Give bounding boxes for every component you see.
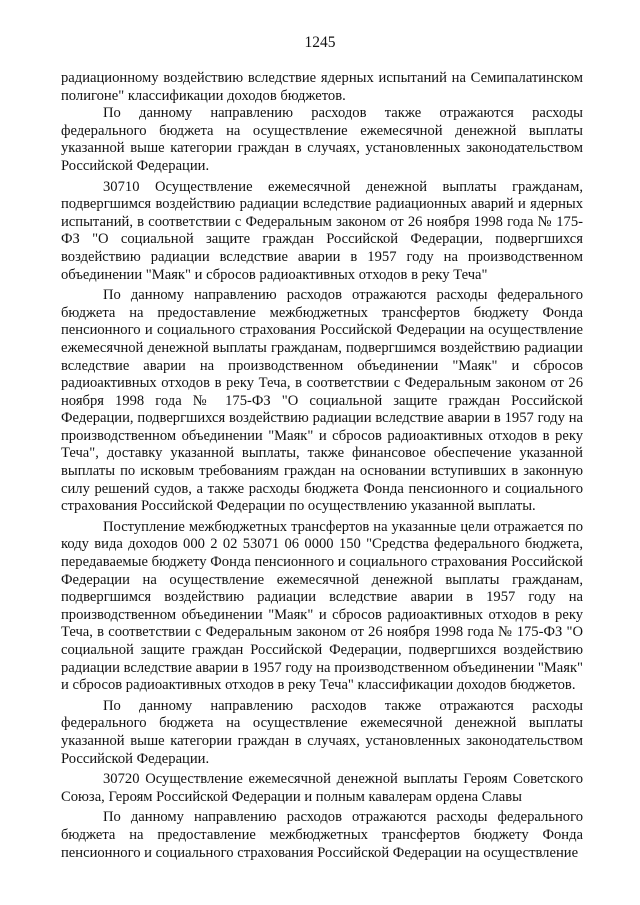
paragraph-revenue-code: Поступление межбюджетных трансфертов на указанные цели отражается по коду вида доходов 000 2 02 53071 06 0000 150 "Средства федерального бюджета, передаваемые бюджету Фонда пенсионного и социального страхования Российской Федерации на осуществление ежемесячной денежной выплаты гражданам, подвергшимся воздействию радиации вследствие аварии в 1957 году на производственном объединении "Маяк" и сбросов радиоактивных отходов в реку Теча, в соответствии с Федеральным законом от 26 ноября 1998 года № 175-ФЗ "О социальной защите граждан Российской Федерации, подвергшихся воздействию радиации вследствие аварии в 1957 году на производственном объединении "Маяк" и сбросов радиоактивных отходов в реку Теча" классификации доходов бюджетов. <box>61 518 583 694</box>
document-body <box>61 70 583 862</box>
paragraph-transfers-heroes: По данному направлению расходов отражаются расходы федерального бюджета на предоставление межбюджетных трансфертов бюджету Фонда пенсионного и социального страхования Российской Федерации на осуществление <box>61 809 583 861</box>
paragraph-monthly-payment-note: По данному направлению расходов также отражаются расходы федерального бюджета на осуществление ежемесячной денежной выплаты указанной выше категории граждан в случаях, установленных законодательством Российской Федерации. <box>61 105 583 174</box>
paragraph-transfers-mayak: По данному направлению расходов отражаются расходы федерального бюджета на предоставление межбюджетных трансфертов бюджету Фонда пенсионного и социального страхования Российской Федерации на осуществление ежемесячной денежной выплаты гражданам, подвергшимся воздействию радиации вследствие аварии на производственном объединении "Маяк" и сбросов радиоактивных отходов в реку Теча, в соответствии с Федеральным законом от 26 ноября 1998 года № 175-ФЗ "О социальной защите граждан Российской Федерации, подвергшихся воздействию радиации вследствие аварии в 1957 году на производственном объединении "Маяк" и сбросов радиоактивных отходов в реку Теча", доставку указанной выплаты, также финансовое обеспечение указанной выплаты по исковым требованиям граждан на основании вступивших в законную силу решений судов, а также расходы бюджета Фонда пенсионного и социального страхования Российской Федерации по осуществлению указанной выплаты. <box>61 287 583 515</box>
paragraph-code-30710: 30710 Осуществление ежемесячной денежной выплаты гражданам, подвергшимся воздействию радиации вследствие радиационных аварий и ядерных испытаний, в соответствии с Федеральным законом от 26 ноября 1998 года № 175-ФЗ "О социальной защите граждан Российской Федерации, подвергшихся воздействию радиации вследствие аварии в 1957 году на производственном объединении "Маяк" и сбросов радиоактивных отходов в реку Теча" <box>61 178 583 283</box>
page-number: 1245 <box>304 34 336 51</box>
paragraph-monthly-payment-note-2: По данному направлению расходов также отражаются расходы федерального бюджета на осуществление ежемесячной денежной выплаты указанной выше категории граждан в случаях, установленных законодательством Российской Федерации. <box>61 697 583 767</box>
paragraph-code-30720: 30720 Осуществление ежемесячной денежной выплаты Героям Советского Союза, Героям Российской Федерации и полным кавалерам ордена Славы <box>61 771 583 805</box>
paragraph-continuation: радиационному воздействию вследствие ядерных испытаний на Семипалатинском полигоне" классификации доходов бюджетов. <box>61 70 583 104</box>
